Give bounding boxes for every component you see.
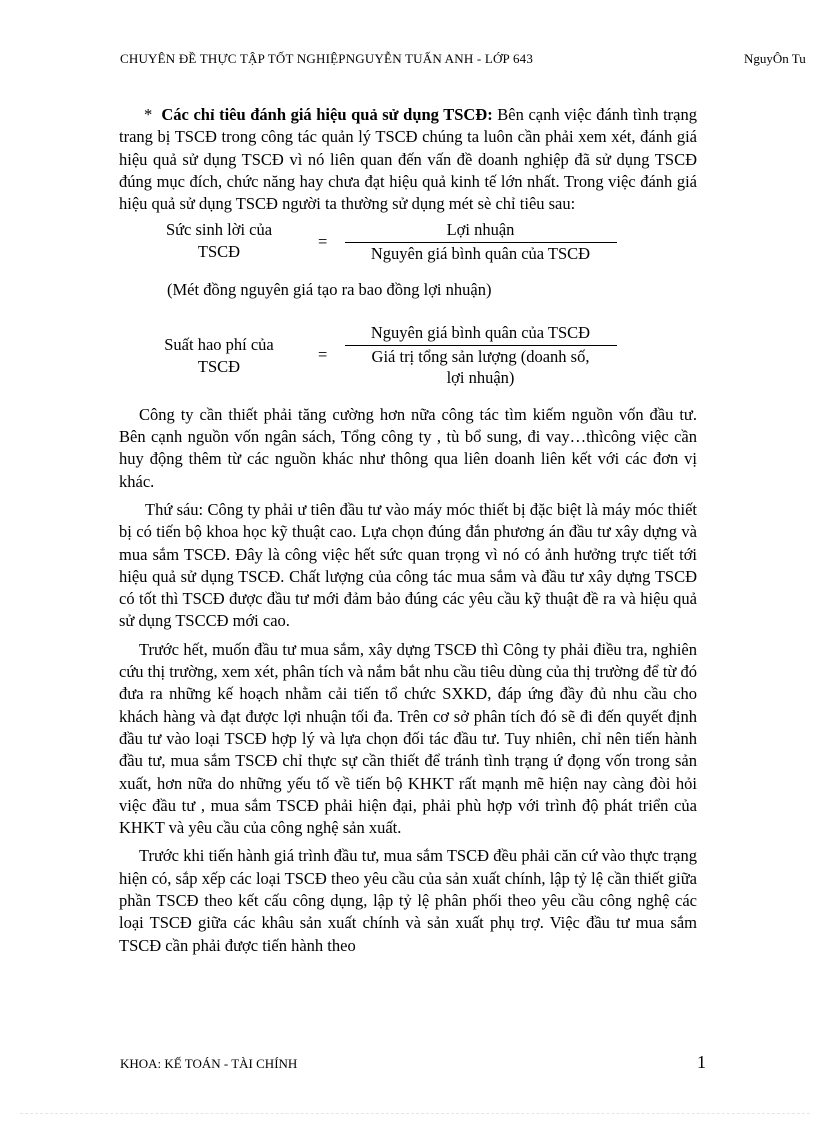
formula2-label — [139, 334, 299, 378]
formula-profit-rate — [119, 215, 697, 279]
page-header-title: CHUYÊN ĐỀ THỰC TẬP TỐT NGHIỆPNGUYỄN TUẤN ANH - LỚP 643 — [120, 51, 534, 66]
formula1-equals: = — [318, 232, 328, 252]
section-intro-paragraph — [119, 104, 697, 215]
formula2-equals: = — [318, 344, 328, 364]
page-header-author: NguyÔn Tu — [744, 51, 806, 66]
formula1-note: (Mét đồng nguyên giá tạo ra bao đồng lợi nhuận) — [167, 280, 492, 300]
paragraph-market-research: Trước hết, muốn đầu tư mua sắm, xây dựng TSCĐ thì Công ty phải điều tra, nghiên cứu thị trường, xem xét, phân tích và nắm bắt nhu cầu tiêu dùng của thị trường để từ đó đưa ra những kế hoạch nhằm cải tiến tổ chức SXKD, đáp ứng đầy đủ nhu cầu cho khách hàng và đạt được lợi nhuận tối đa. Trên cơ sở phân tích đó sẽ đi đến quyết định đầu tư vào loại TSCĐ hợp lý và lựa chọn đối tác đầu tư. Tuy nhiên, chỉ nên tiến hành đầu tư, mua sắm TSCĐ chỉ thực sự cần thiết để tránh tình trạng ứ đọng vốn trong sản xuất, hơn nữa do những yếu tố về tiến bộ KHKT rất mạnh mẽ hiện nay càng đòi hỏi việc đầu tư , mua sắm TSCĐ phải hiện đại, phải phù hợp với trình độ phát triển của KHKT và yêu cầu của công nghệ sản xuất. — [119, 639, 697, 838]
page-bottom-divider — [20, 1113, 810, 1114]
document-body — [119, 104, 697, 957]
formula1-denominator: Nguyên giá bình quân của TSCĐ — [370, 244, 591, 264]
formula2-label-line2: TSCĐ — [197, 356, 241, 376]
formula2-denominator-line1: Giá trị tổng sản lượng (doanh số, — [371, 346, 590, 366]
formula2-denominator — [343, 346, 618, 388]
paragraph-sixth-measure: Thứ sáu: Công ty phải ư tiên đầu tư vào máy móc thiết bị đặc biệt là máy móc thiết bị có tiến bộ khoa học kỹ thuật cao. Lựa chọn đúng đắn phương án đầu tư xây dựng và mua sắm TSCĐ. Đây là công việc hết sức quan trọng vì nó có ảnh hưởng trực tiết tới hiệu quả sử dụng TSCĐ. Chất lượng của công tác mua sắm và đầu tư xây dựng TSCĐ có tốt thì TSCĐ được đầu tư mới đảm bảo đúng các yêu cầu kỹ thuật đề ra và hiệu quả sử dụng TSCCĐ mới cao. — [119, 499, 697, 631]
section-intro-text: Bên cạnh việc đánh tình trạng trang bị TSCĐ trong công tác quản lý TSCĐ chúng ta luôn cần phải xem xét, đánh giá hiệu quả sử dụng TSCĐ vì nó liên quan đến vấn đề doanh nghiệp đã sử dụng TSCĐ đúng mục đích, chức năng hay chưa đạt hiệu quả kinh tế lớn nhất. Trong việc đánh giá hiệu quả sử dụng TSCĐ người ta thường sử dụng mét sè chỉ tiêu sau: — [119, 105, 697, 214]
page-number: 1 — [697, 1052, 706, 1072]
formula2-label-line1: Suất hao phí của — [164, 334, 274, 354]
section-bullet: * — [144, 105, 153, 124]
paragraph-before-investment: Trước khi tiến hành giá trình đầu tư, mua sắm TSCĐ đều phải căn cứ vào thực trạng hiện có, sắp xếp các loại TSCĐ theo yêu cầu của sản xuất chính, lập tỷ lệ cần thiết giữa phần TSCĐ theo kết cấu công dụng, lập tỷ lệ phân phối theo yêu cầu công nghệ các loại TSCĐ giữa các khâu sản xuất chính và sản xuất phụ trợ. Việc đầu tư mua sắm TSCĐ cần phải được tiến hành theo — [119, 846, 697, 955]
formula1-label-line2: TSCĐ — [197, 242, 241, 262]
formula1-label — [139, 219, 299, 263]
formula2-numerator: Nguyên giá bình quân của TSCĐ — [370, 322, 591, 342]
formula1-numerator: Lợi nhuận — [446, 220, 515, 240]
formula1-label-line1: Sức sinh lời của — [165, 220, 273, 240]
section-heading: Các chỉ tiêu đánh giá hiệu quả sử dụng TSCĐ: — [161, 105, 493, 124]
formula-expense-rate — [119, 320, 697, 396]
page-footer-department: KHOA: KẾ TOÁN - TÀI CHÍNH — [120, 1056, 298, 1071]
paragraph-investment-capital: Công ty cần thiết phải tăng cường hơn nữa công tác tìm kiếm nguồn vốn đầu tư. Bên cạnh nguồn vốn ngân sách, Tổng công ty , tù bổ sung, đi vay…thìcông việc cần huy động thêm từ các nguồn khác như thông qua liên doanh liên kết với các đơn vị khác. — [119, 404, 697, 491]
formula2-denominator-line2: lợi nhuận) — [446, 367, 515, 387]
